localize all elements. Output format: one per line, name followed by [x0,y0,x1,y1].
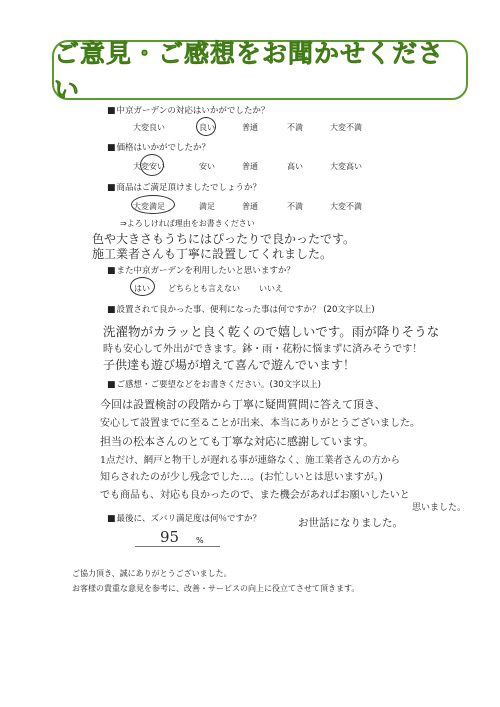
question-1-options [0,122,500,134]
option[interactable]: 高い [287,162,303,171]
option[interactable]: 大変不満 [330,123,362,132]
question-2-options [0,161,500,173]
question-2: ■価格はいかがでしたか？ [107,143,211,153]
question-4-text: また中京ガーデンを利用したいと思いますか？ [116,266,295,276]
option[interactable]: はい [134,284,150,293]
question-7-text: 最後に、ズバリ満足度は何％ですか？ [116,514,262,524]
question-6-text: ご感想・ご要望などをお書きください。(30文字以上) [116,380,321,390]
option[interactable]: 良い [199,123,215,132]
option[interactable]: どちらとも言えない [168,284,240,293]
question-1: ■中京ガーデンの対応はいかがでしたか？ [107,106,270,116]
option[interactable]: 大変満足 [133,202,165,211]
option[interactable]: 大変安い [133,162,165,171]
handwritten-line: 思いました。 [412,503,467,513]
question-4: ■また中京ガーデンを利用したいと思いますか？ [107,266,295,276]
handwritten-line: 知らされたのが少し残念でした…。(お忙しいとは思いますが。) [100,472,383,483]
handwritten-line: 洗濯物がカラッと良く乾くので嬉しいです。雨が降りそうな [103,324,440,339]
answer-underline [135,546,220,547]
selected-answer-circle [140,154,164,176]
option[interactable]: いいえ [259,284,283,293]
handwritten-line: 1点だけ、網戸と物干しが遅れる事が連絡なく、施工業者さんの方から [100,455,400,466]
reason-prompt: ⇒よろしければ理由をお書きください [120,219,255,228]
page-title: ご意見・ご感想をお聞かせください [54,39,445,104]
question-3: ■商品はご満足頂けましたでしょうか？ [107,183,262,193]
option[interactable]: 不満 [287,202,303,211]
handwritten-line: 安心して設置までに至ることが出来、本当にありがとうございました。 [100,418,420,429]
question-3-options [0,201,500,213]
option[interactable]: 普通 [242,202,258,211]
option[interactable]: 不満 [287,123,303,132]
handwritten-line: でも商品も、対応も良かったので、また機会があればお願いしたいと [100,490,410,501]
satisfaction-value: 95 [160,528,180,546]
option[interactable]: 大変良い [133,123,165,132]
handwritten-line: 子供達も遊び場が増えて喜んで遊んでいます！ [103,358,356,372]
question-2-text: 価格はいかがでしたか？ [116,143,211,153]
option[interactable]: 満足 [199,202,215,211]
option[interactable]: 大変高い [330,162,362,171]
option[interactable]: 安い [199,162,215,171]
option[interactable]: 大変不満 [330,202,362,211]
question-5: ■設置されて良かった事、便利になった事は何ですか？ (20文字以上) [107,305,375,315]
handwritten-line: お世話になりました。 [298,517,403,529]
option[interactable]: 普通 [242,162,258,171]
question-5-text: 設置されて良かった事、便利になった事は何ですか？ (20文字以上) [116,305,375,315]
question-1-text: 中京ガーデンの対応はいかがでしたか？ [116,106,270,116]
footer-thanks: ご協力頂き、誠にありがとうございました。 [72,569,232,578]
footer-note: お客様の貴重な意見を参考に、改善・サービスの向上に役立てさせて頂きます。 [72,584,360,593]
selected-answer-circle [130,277,155,296]
selected-answer-circle [131,195,175,214]
percent-unit: % [196,536,204,545]
option[interactable]: 普通 [242,123,258,132]
question-7: ■最後に、ズバリ満足度は何％ですか？ [107,514,262,524]
handwritten-line: 施工業者さんも丁寧に設置してくれました。 [92,247,333,261]
handwritten-line: 色や大きさもうちにはぴったりで良かったです。 [92,232,356,246]
handwritten-line: 担当の松本さんのとても丁寧な対応に感謝しています。 [100,435,375,448]
question-4-options [0,283,500,295]
handwritten-line: 時も安心して外出ができます。鉢・雨・花粉に悩まずに済みそうです！ [103,344,423,355]
question-3-text: 商品はご満足頂けましたでしょうか？ [116,183,262,193]
handwritten-line: 今回は設置検討の段階から丁寧に疑問質問に答えて頂き、 [100,398,386,411]
selected-answer-circle [196,117,216,136]
question-6: ■ご感想・ご要望などをお書きください。(30文字以上) [107,380,321,390]
title-banner [52,39,468,104]
